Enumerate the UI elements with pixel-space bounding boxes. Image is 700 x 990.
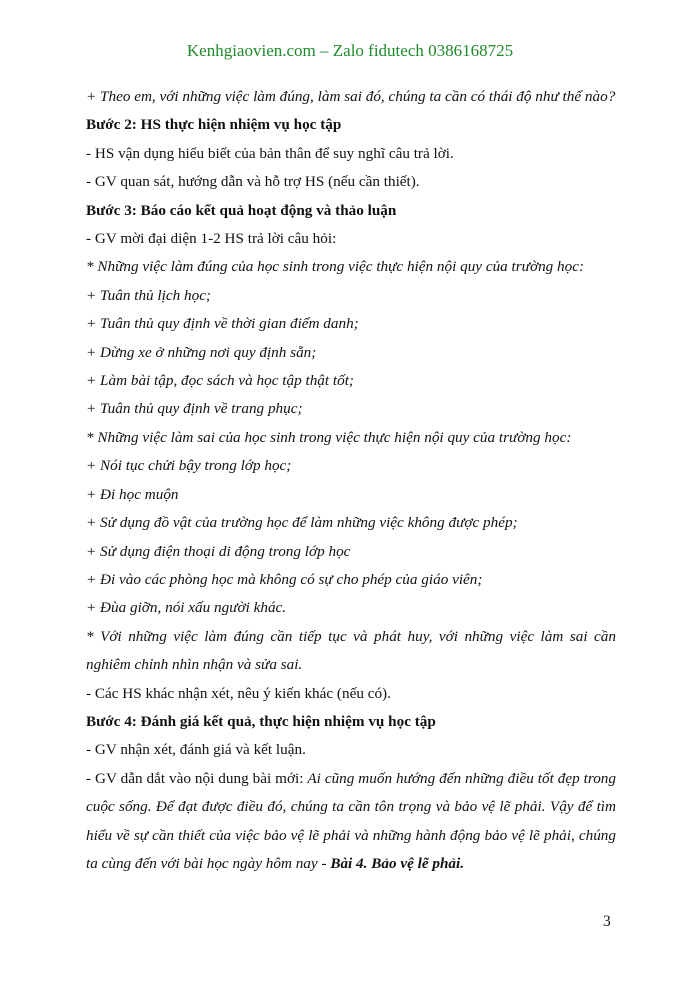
right-action-item: + Tuân thủ quy định về thời gian điểm danh; [86,315,359,333]
question-attitude: + Theo em, với những việc làm đúng, làm sai đó, chúng ta cần có thái độ như thế nào? [86,88,616,105]
wrong-action-item: + Đùa giỡn, nói xấu người khác. [86,599,287,617]
page-header [0,40,700,62]
wrong-action-item: + Sử dụng điện thoại di động trong lớp học [86,542,351,560]
step3-item: - GV mời đại diện 1-2 HS trả lời câu hỏi: [86,230,337,248]
step3-heading: Bước 3: Báo cáo kết quả hoạt động và thảo luận [86,201,397,219]
right-action-item: + Tuân thủ lịch học; [86,286,211,304]
page-number: 3 [603,913,611,930]
document-body [86,83,616,878]
right-action-item: + Làm bài tập, đọc sách và học tập thật tốt; [86,372,354,390]
right-actions-heading: * Những việc làm đúng của học sinh trong việc thực hiện nội quy của trường học: [86,258,585,276]
wrong-action-item: + Đi học muộn [86,485,179,503]
header-separator: – [315,41,333,60]
step4-intro-prefix: - GV dẫn dắt vào nội dung bài mới: [86,769,308,787]
step2-heading: Bước 2: HS thực hiện nhiệm vụ học tập [86,116,342,134]
wrong-actions-heading: * Những việc làm sai của học sinh trong việc thực hiện nội quy của trường học: [86,428,572,446]
wrong-action-item: + Đi vào các phòng học mà không có sự cho phép của giáo viên; [86,570,483,588]
right-action-item: + Dừng xe ở những nơi quy định sẵn; [86,343,317,361]
wrong-action-item: + Sử dụng đồ vật của trường học để làm những việc không được phép; [86,514,518,532]
header-contact: Zalo fidutech 0386168725 [332,41,514,60]
right-action-item: + Tuân thủ quy định về trang phục; [86,400,303,418]
lesson-title: Bài 4. Bảo vệ lẽ phải. [330,854,465,872]
header-site: Kenhgiaovien.com [186,41,316,60]
step4-intro-text: Ai cũng muốn hướng đến những điều tốt đẹp trong cuộc sống. Để đạt được điều đó, chúng ta cần tôn trọng và bảo vệ lẽ phải. Vậy để tìm hiểu về sự cần thiết của việc bảo vệ lẽ phải và những hành động bảo vệ lẽ phải, chúng ta cùng đến với bài học ngày hôm nay - [86,769,616,872]
step2-item: - GV quan sát, hướng dẫn và hỗ trợ HS (nếu cần thiết). [86,173,420,191]
wrong-action-item: + Nói tục chửi bậy trong lớp học; [86,457,292,475]
step3-item: - Các HS khác nhận xét, nêu ý kiến khác (nếu có). [86,684,391,702]
step2-item: - HS vận dụng hiểu biết của bản thân để suy nghĩ câu trả lời. [86,144,454,162]
step4-heading: Bước 4: Đánh giá kết quả, thực hiện nhiệm vụ học tập [86,712,436,730]
step4-intro-paragraph [86,765,616,879]
step4-item: - GV nhận xét, đánh giá và kết luận. [86,741,306,759]
conclusion-note: * Với những việc làm đúng cần tiếp tục và phát huy, với những việc làm sai cần nghiêm chỉnh nhìn nhận và sửa sai. [86,627,616,674]
